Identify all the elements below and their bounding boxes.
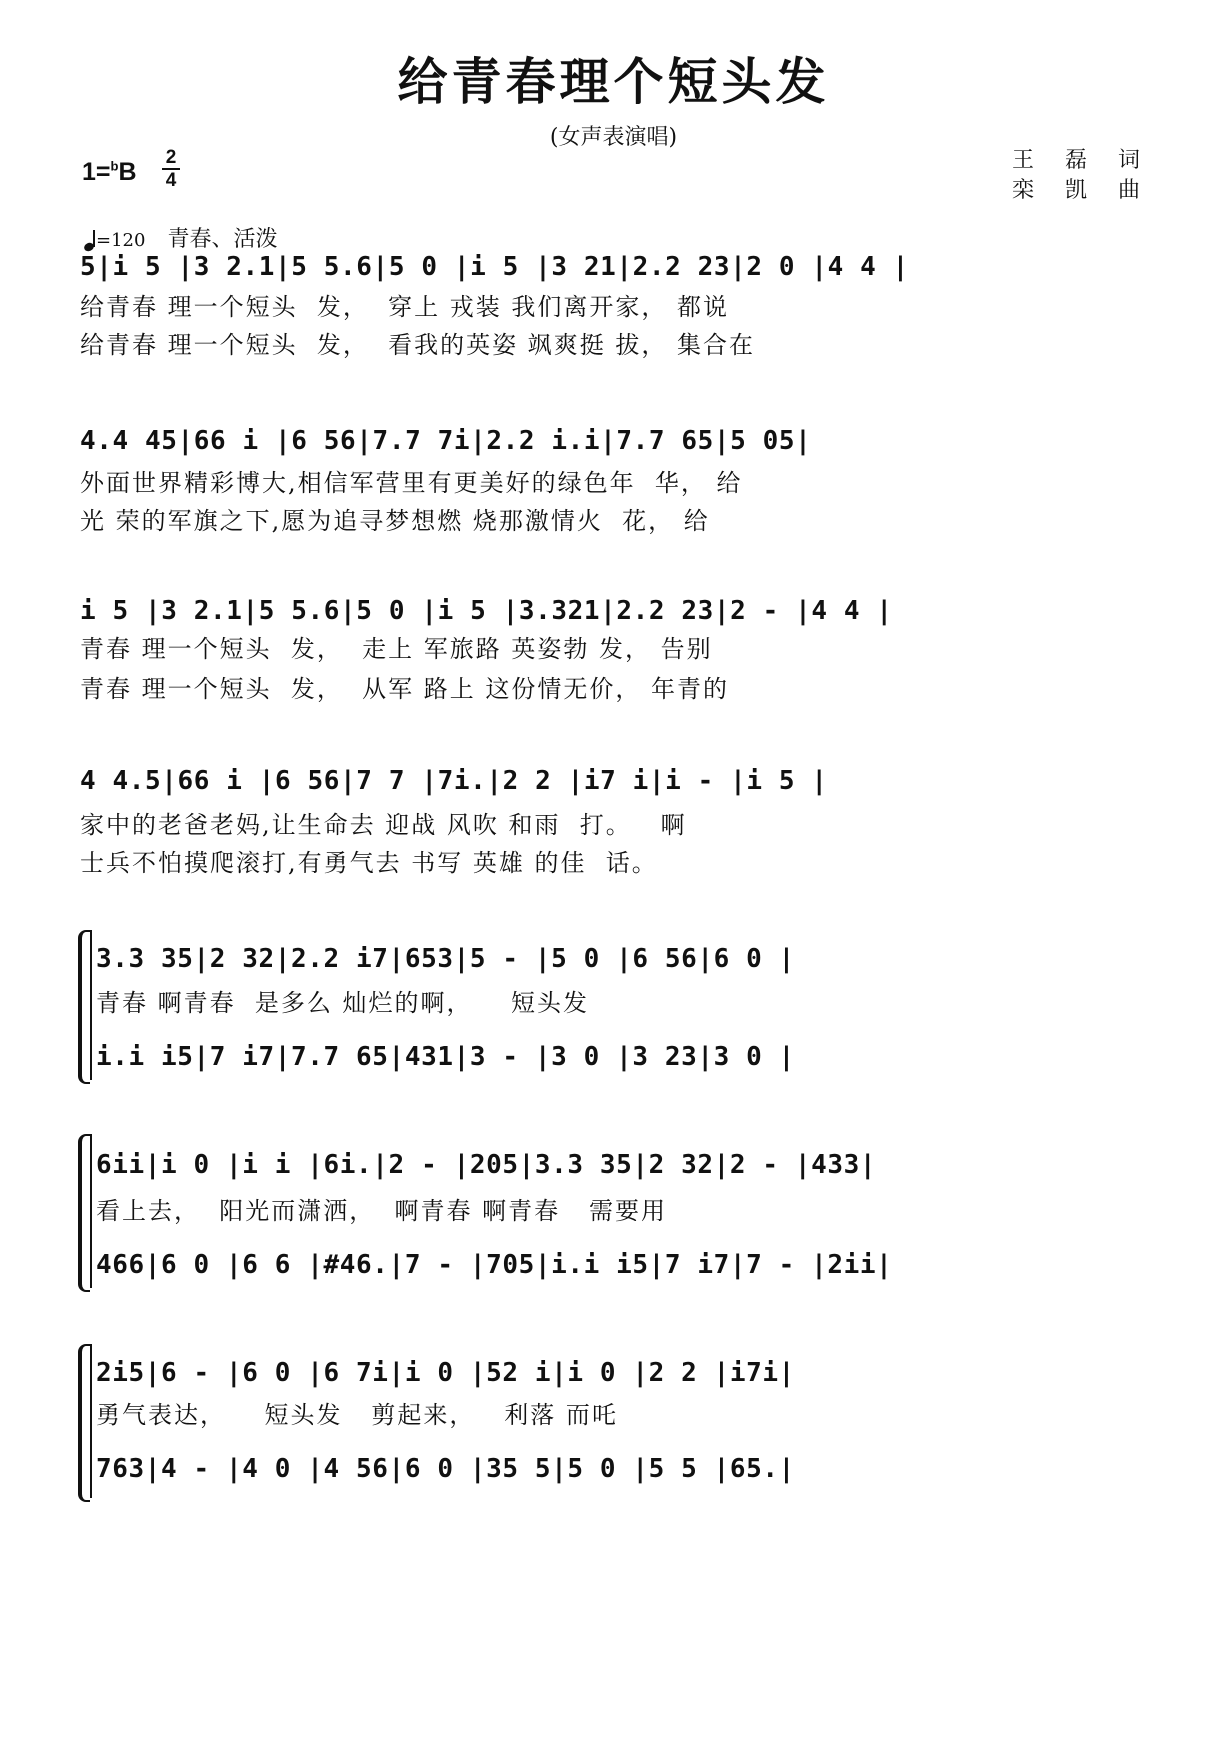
lyric-line-3b: 青春 理一个短头 发， 从军 路上 这份情无价， 年青的 — [80, 675, 730, 703]
music-line-5-lower — [16, 1034, 1227, 1080]
lyric-line-1b: 给青春 理一个短头 发， 看我的英姿 飒爽挺 拔， 集合在 — [80, 331, 756, 359]
lyric-line-2a: 外面世界精彩博大,相信军营里有更美好的绿色年 华， 给 — [80, 469, 743, 497]
notation: 5|i 5 |3 2.1|5 5.6|5 0 |i 5 |3 21|2.2 23|2 0 |4 4 | — [80, 252, 909, 282]
music-line-6-lower — [16, 1242, 1227, 1288]
music-line-1 — [0, 244, 1227, 290]
music-line-4 — [0, 758, 1227, 804]
key-note: B — [118, 158, 137, 186]
music-line-7-upper — [16, 1350, 1227, 1396]
notation: 2i5|6 - |6 0 |6 7i|i 0 |52 i|i 0 |2 2 |i7i| — [96, 1358, 795, 1388]
credits — [1012, 146, 1152, 206]
composer: 栾 凯 曲 — [1012, 178, 1152, 203]
song-subtitle: (女声表演唱) — [549, 125, 678, 150]
time-signature — [162, 148, 180, 190]
lyric-line-4a: 家中的老爸老妈,让生命去 迎战 风吹 和雨 打。 啊 — [80, 811, 687, 839]
lyric-line-3a: 青春 理一个短头 发， 走上 军旅路 英姿勃 发， 告别 — [80, 635, 713, 663]
notation: 763|4 - |4 0 |4 56|6 0 |35 5|5 0 |5 5 |65.| — [96, 1454, 795, 1484]
time-bottom: 4 — [165, 170, 177, 191]
notation: 466|6 0 |6 6 |#46.|7 - |705|i.i i5|7 i7|7 - |2ii| — [96, 1250, 893, 1280]
notation: i 5 |3 2.1|5 5.6|5 0 |i 5 |3.321|2.2 23|2 - |4 4 | — [80, 596, 893, 626]
lyric-line-5: 青春 啊青春 是多么 灿烂的啊， 短头发 — [96, 989, 590, 1017]
lyric-line-2b: 光 荣的军旗之下,愿为追寻梦想燃 烧那激情火 花， 给 — [80, 507, 710, 535]
lyric-line-4b: 士兵不怕摸爬滚打,有勇气去 书写 英雄 的佳 话。 — [80, 849, 658, 877]
key-label: 1= — [82, 158, 111, 186]
music-line-7-lower — [16, 1446, 1227, 1492]
key-flat: b — [110, 158, 119, 174]
music-line-5-upper — [16, 936, 1227, 982]
lyric-line-6: 看上去， 阳光而潇洒， 啊青春 啊青春 需要用 — [96, 1197, 668, 1225]
music-line-6-upper — [16, 1142, 1227, 1188]
time-top: 2 — [165, 147, 177, 168]
music-line-3 — [0, 588, 1227, 634]
lyricist: 王 磊 词 — [1012, 148, 1152, 173]
music-line-2 — [0, 418, 1227, 464]
key-signature — [82, 158, 137, 187]
lyric-line-1a: 给青春 理一个短头 发， 穿上 戎装 我们离开家， 都说 — [80, 293, 730, 321]
notation: 3.3 35|2 32|2.2 i7|653|5 - |5 0 |6 56|6 0 | — [96, 944, 795, 974]
notation: 4 4.5|66 i |6 56|7 7 |7i.|2 2 |i7 i|i - |i 5 | — [80, 766, 828, 796]
notation: i.i i5|7 i7|7.7 65|431|3 - |3 0 |3 23|3 0 | — [96, 1042, 795, 1072]
notation: 4.4 45|66 i |6 56|7.7 7i|2.2 i.i|7.7 65|5 05| — [80, 426, 812, 456]
song-title: 给青春理个短头发 — [397, 52, 830, 111]
lyric-line-7: 勇气表达， 短头发 剪起来， 利落 而吒 — [96, 1401, 618, 1429]
tempo-value: =120 — [96, 230, 146, 251]
mood-text: 青春、活泼 — [167, 227, 278, 252]
notation: 6ii|i 0 |i i |6i.|2 - |205|3.3 35|2 32|2 - |433| — [96, 1150, 877, 1180]
